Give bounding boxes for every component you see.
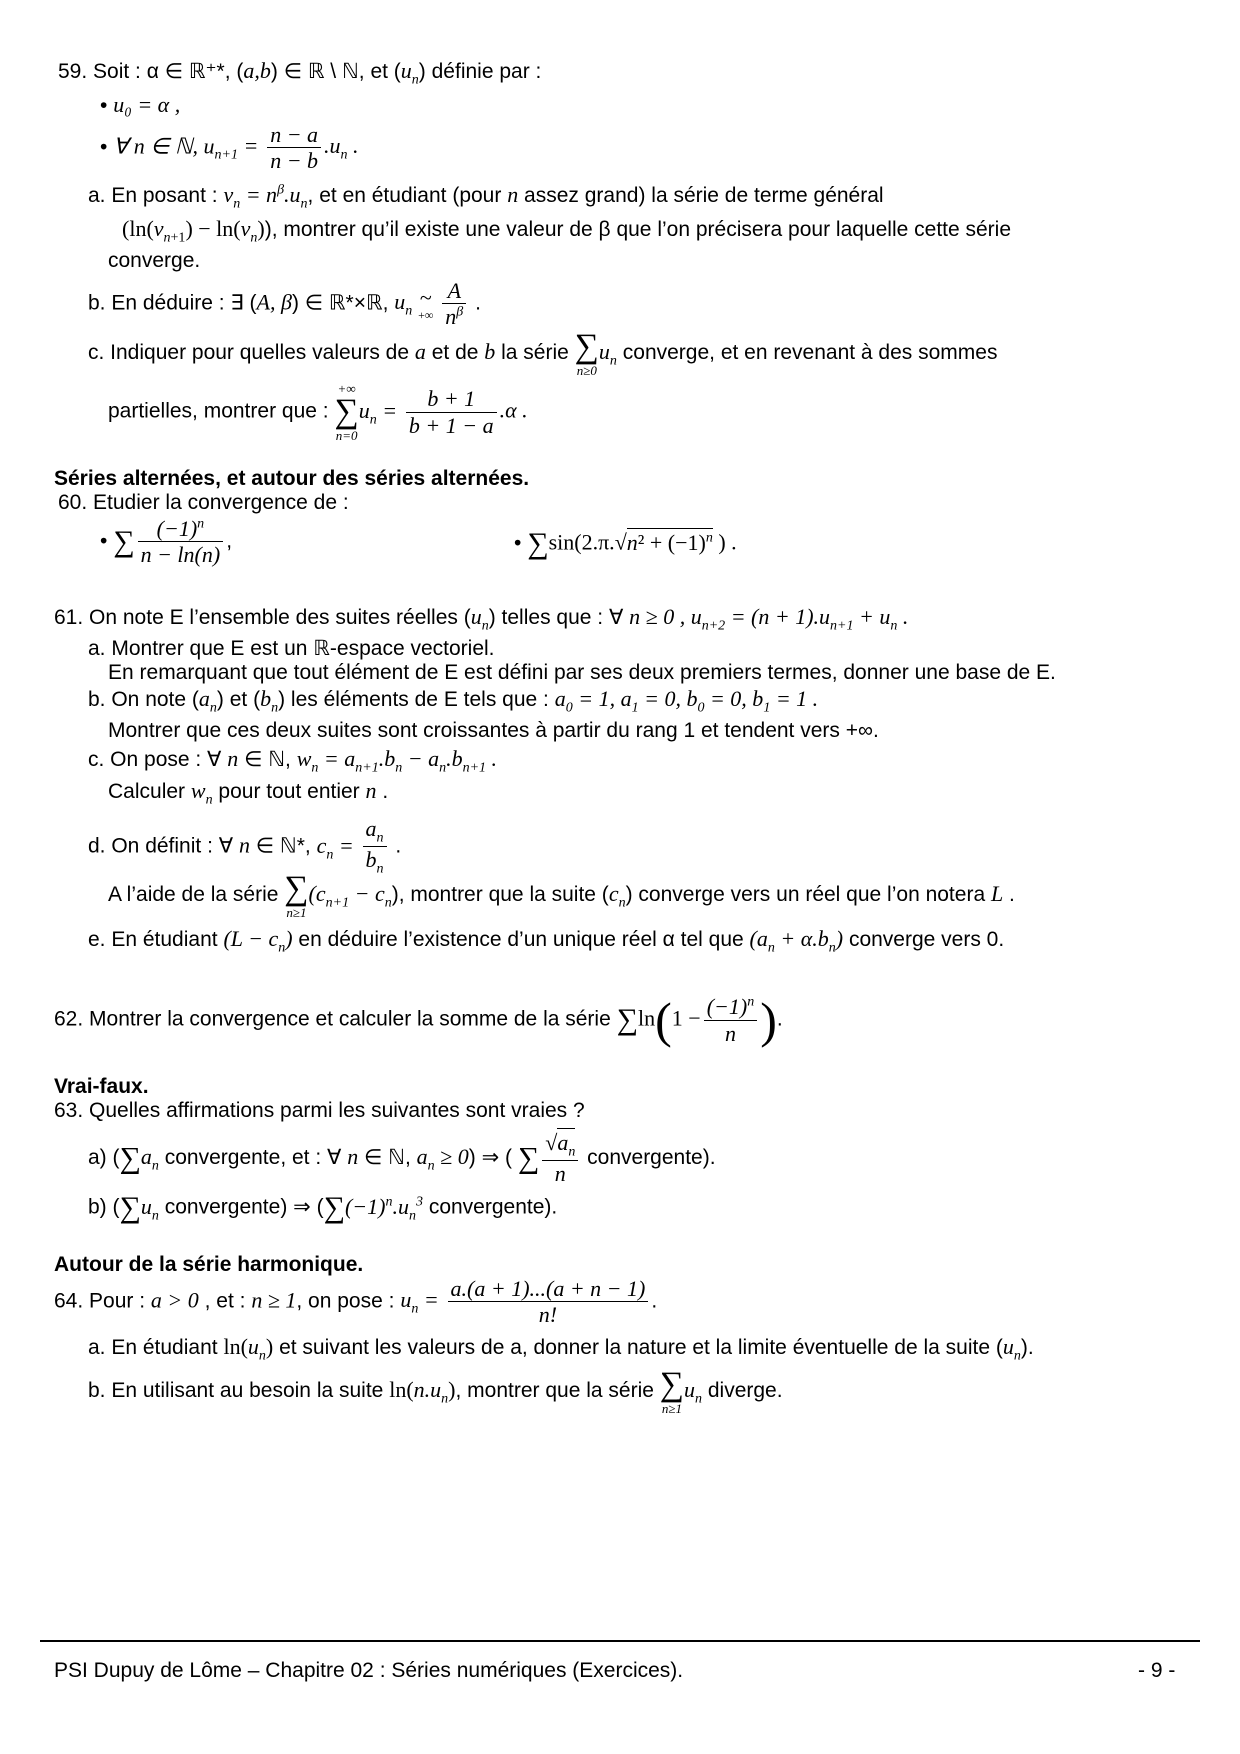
ex64-b: b. En utilisant au besoin la suite $\ln(n.u_n)$, montrer que la série ∑ n≥1 $u_n$ diverge. — [88, 1366, 783, 1416]
ex59-c-line2: partielles, montrer que : +∞ ∑ n=0 $u_n$ = $\frac{b + 1}{b + 1 - a}$ .α . — [108, 381, 528, 443]
ex64-intro: 64. Pour : a > 0 , et : n ≥ 1, on pose : $u_n$ = $\frac{a.(a + 1)...(a + n - 1)}{n!}$ . — [54, 1276, 658, 1328]
section-true-false: Vrai-faux. — [54, 1075, 149, 1098]
ex61-c2: Calculer $w_n$ pour tout entier n . — [108, 778, 389, 808]
ex64-a: a. En étudiant $\ln(u_n)$ et suivant les valeurs de a, donner la nature et la limite éventuelle de la suite $(u_n)$. — [88, 1334, 1034, 1364]
ex60-series-2: • $\sum\sin(2.\pi.√n^2 + (-1)^n$ ) . — [514, 527, 737, 560]
page-number: - 9 - — [1138, 1659, 1176, 1682]
ex59-c: c. Indiquer pour quelles valeurs de a et de b la série ∑ n≥0 $u_n$ converge, et en revenant à des sommes — [88, 328, 998, 378]
ex59-intro: 59. Soit : α ∈ ℝ⁺*, (a,b) ∈ ℝ \ ℕ, et $(u_n)$ définie par : — [58, 58, 542, 88]
ex59-a: a. En posant : $v_n = n^\beta.u_n$, et en étudiant (pour n assez grand) la série de terme général — [88, 182, 884, 212]
ex61-d1: d. On définit : ∀ n ∈ ℕ*, $c_n$ = $\frac{a_n}{b_n}$ . — [88, 816, 402, 877]
ex61-b2: Montrer que ces deux suites sont croissantes à partir du rang 1 et tendent vers +∞. — [108, 719, 879, 742]
ex61-c1: c. On pose : ∀ n ∈ ℕ, $w_n = a_{n+1}.b_n - a_n.b_{n+1}$ . — [88, 746, 498, 776]
ex60-series-1: • ∑ $\frac{(-1)^n}{n - \ln(n)}$ , — [100, 516, 233, 568]
section-alternating-series: Séries alternées, et autour des séries alternées. — [54, 467, 530, 490]
ex59-bullet-2: • ∀ n ∈ ℕ, $u_{n+1}$ = $\frac{n - a}{n - b}$ $.u_n$ . — [100, 122, 359, 174]
ex59-a-line3: converge. — [108, 249, 201, 272]
ex60-intro: 60. Etudier la convergence de : — [58, 491, 349, 514]
ex62: 62. Montrer la convergence et calculer la somme de la série ∑ln(1 − $\frac{(-1)^n}{n}$ ). — [54, 992, 783, 1048]
ex59-b: b. En déduire : ∃ (A, β) ∈ ℝ*×ℝ, $u_n$ ~ +∞ $\frac{A}{n^\beta}$ . — [88, 278, 481, 330]
footer-divider — [40, 1640, 1200, 1642]
ex63-intro: 63. Quelles affirmations parmi les suivantes sont vraies ? — [54, 1099, 585, 1122]
ex61-d2: A l’aide de la série ∑ n≥1 $(c_{n+1} - c_n)$, montrer que la suite $(c_n)$ converge vers un réel que l’on notera L . — [108, 870, 1015, 920]
ex63-a: a) ($\sum a_n$ convergente, et : ∀ n ∈ ℕ, $a_n \ge 0$) ⇒ ( ∑ $\frac{√a_n}{n}$ convergente). — [88, 1130, 716, 1187]
ex59-a-line2: $(\ln(v_{n+1}) - \ln(v_n))$, montrer qu’il existe une valeur de β que l’on précisera pour laquelle cette série — [122, 216, 1012, 246]
ex61-intro: 61. On note E l’ensemble des suites réelles $(u_n)$ telles que : ∀ n ≥ 0 , $u_{n+2} = (n + 1).u_{n+1} + u_n$ . — [54, 604, 909, 634]
ex61-e1: e. En étudiant $(L - c_n)$ en déduire l’existence d’un unique réel α tel que $(a_n + \alpha.b_n)$ converge vers 0. — [88, 926, 1005, 956]
ex59-bullet-1: • u₀ = α , — [100, 92, 181, 117]
ex61-b1: b. On note $(a_n)$ et $(b_n)$ les éléments de E tels que : $a_0 = 1$, $a_1 = 0$, $b_0 = 0$, $b_1 = 1$ . — [88, 686, 819, 716]
ex63-b: b) ($\sum u_n$ convergente) ⇒ ($\sum(-1)^n.u_n^3$ convergente). — [88, 1191, 558, 1224]
ex61-a1: a. Montrer que E est un ℝ-espace vectoriel. — [88, 637, 495, 660]
footer-title: PSI Dupuy de Lôme – Chapitre 02 : Séries numériques (Exercices). — [54, 1659, 684, 1682]
ex61-a2: En remarquant que tout élément de E est défini par ses deux premiers termes, donner une base de E. — [108, 661, 1056, 684]
section-harmonic-series: Autour de la série harmonique. — [54, 1253, 364, 1276]
